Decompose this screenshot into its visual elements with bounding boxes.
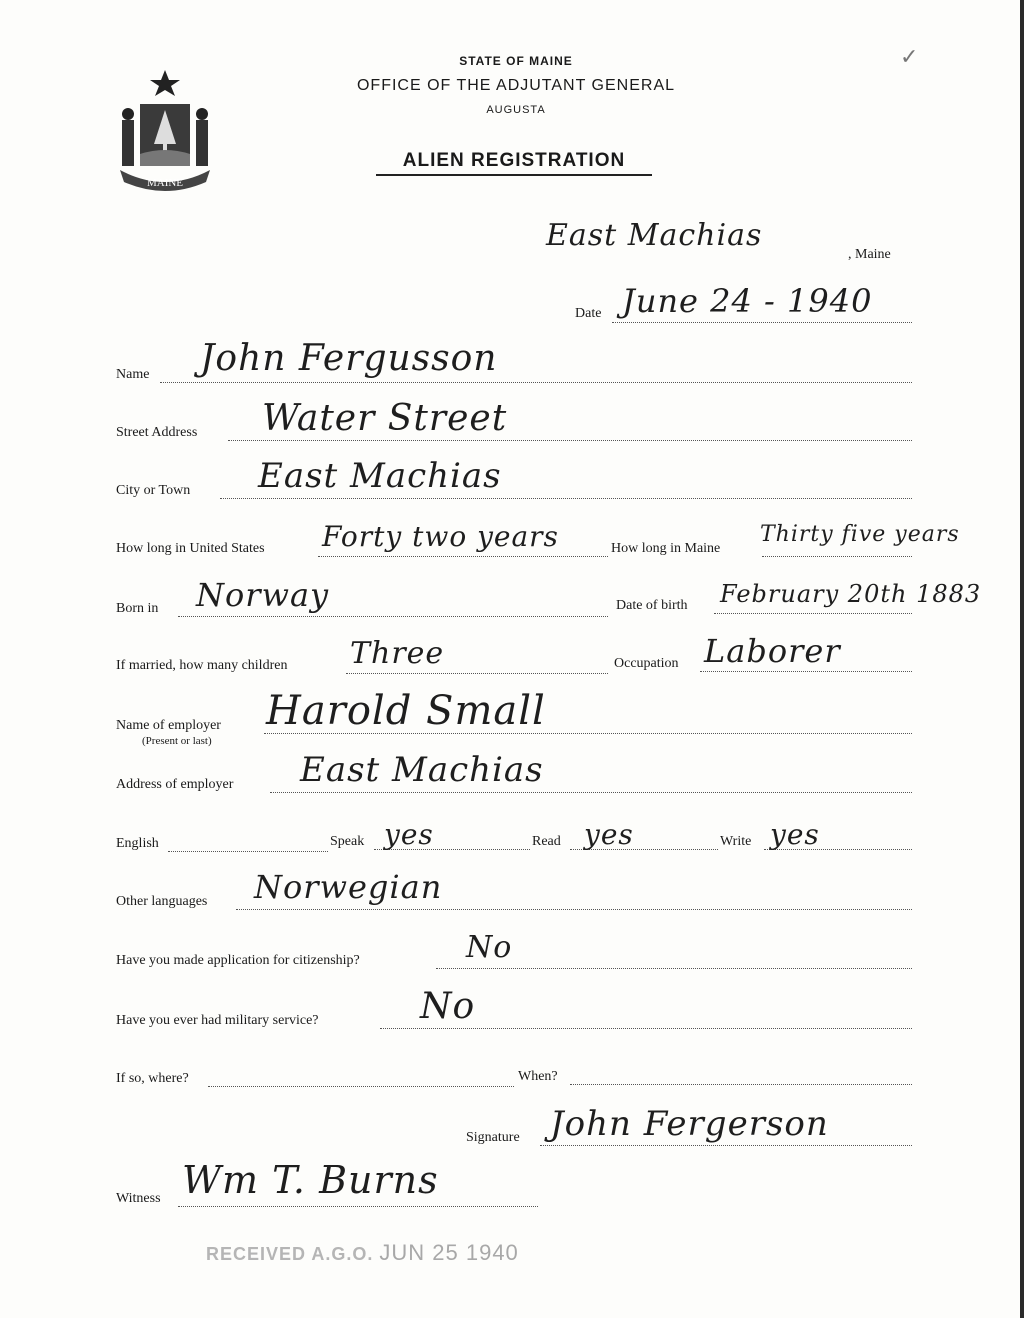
city-value: East Machias (258, 456, 502, 496)
signature-value: John Fergerson (550, 1104, 829, 1144)
date-label: Date (575, 306, 602, 321)
maine-label: , Maine (848, 247, 891, 262)
born-in-line (178, 616, 608, 617)
stamp-date: JUN 25 1940 (379, 1240, 519, 1265)
how-long-us-label: How long in United States (116, 541, 265, 556)
how-long-maine-line (762, 556, 912, 557)
other-languages-label: Other languages (116, 894, 208, 909)
where-label: If so, where? (116, 1071, 189, 1086)
military-line (380, 1028, 912, 1029)
how-long-maine-value: Thirty five years (760, 522, 960, 547)
other-languages-value: Norwegian (254, 868, 443, 906)
received-stamp (206, 1240, 519, 1266)
date-of-birth-label: Date of birth (616, 598, 688, 613)
where-line (208, 1086, 514, 1087)
english-line (168, 851, 328, 852)
city-line (220, 498, 912, 499)
town-value: East Machias (546, 218, 763, 253)
witness-value: Wm T. Burns (182, 1158, 439, 1202)
born-in-label: Born in (116, 601, 159, 616)
date-line (612, 322, 912, 323)
city-heading: AUGUSTA (486, 104, 546, 116)
date-value: June 24 - 1940 (622, 282, 873, 320)
scan-edge (1020, 0, 1024, 1318)
military-label: Have you ever had military service? (116, 1013, 319, 1028)
witness-line (178, 1206, 538, 1207)
how-long-us-line (318, 556, 608, 557)
citizenship-value: No (466, 930, 513, 965)
employer-label: Name of employer (116, 718, 221, 733)
citizenship-label: Have you made application for citizenship? (116, 953, 360, 968)
occupation-value: Laborer (704, 632, 841, 670)
stamp-received: RECEIVED A.G.O. (206, 1244, 374, 1264)
street-label: Street Address (116, 425, 198, 440)
children-line (346, 673, 608, 674)
city-label: City or Town (116, 483, 191, 498)
citizenship-line (436, 968, 912, 969)
form-title: ALIEN REGISTRATION (376, 150, 652, 176)
employer-address-line (270, 792, 912, 793)
signature-line (540, 1145, 912, 1146)
read-label: Read (532, 834, 561, 849)
how-long-us-value: Forty two years (322, 520, 559, 553)
check-mark: ✓ (900, 44, 919, 69)
read-value: yes (584, 818, 634, 851)
military-value: No (420, 986, 476, 1027)
name-label: Name (116, 367, 150, 382)
office-heading: OFFICE OF THE ADJUTANT GENERAL (356, 77, 676, 94)
date-of-birth-line (714, 613, 912, 614)
write-label: Write (720, 834, 752, 849)
svg-text:MAINE: MAINE (146, 177, 184, 189)
signature-label: Signature (466, 1130, 520, 1145)
how-long-maine-label: How long in Maine (611, 541, 721, 556)
employer-value: Harold Small (266, 688, 546, 734)
speak-label: Speak (330, 834, 365, 849)
children-label: If married, how many children (116, 658, 288, 673)
when-line (570, 1084, 912, 1085)
state-heading: STATE OF MAINE (459, 54, 573, 68)
children-value: Three (350, 636, 445, 671)
employer-note: (Present or last) (142, 735, 212, 747)
employer-address-value: East Machias (300, 750, 544, 790)
english-label: English (116, 836, 159, 851)
street-line (228, 440, 912, 441)
other-languages-line (236, 909, 912, 910)
employer-address-label: Address of employer (116, 777, 234, 792)
when-label: When? (518, 1069, 558, 1084)
write-value: yes (770, 818, 820, 851)
name-value: John Fergusson (200, 338, 498, 379)
occupation-line (700, 671, 912, 672)
date-of-birth-value: February 20th 1883 (720, 580, 982, 608)
street-value: Water Street (262, 398, 508, 439)
witness-label: Witness (116, 1191, 161, 1206)
born-in-value: Norway (196, 576, 330, 614)
name-line (160, 382, 912, 383)
speak-value: yes (384, 818, 434, 851)
occupation-label: Occupation (614, 656, 679, 671)
